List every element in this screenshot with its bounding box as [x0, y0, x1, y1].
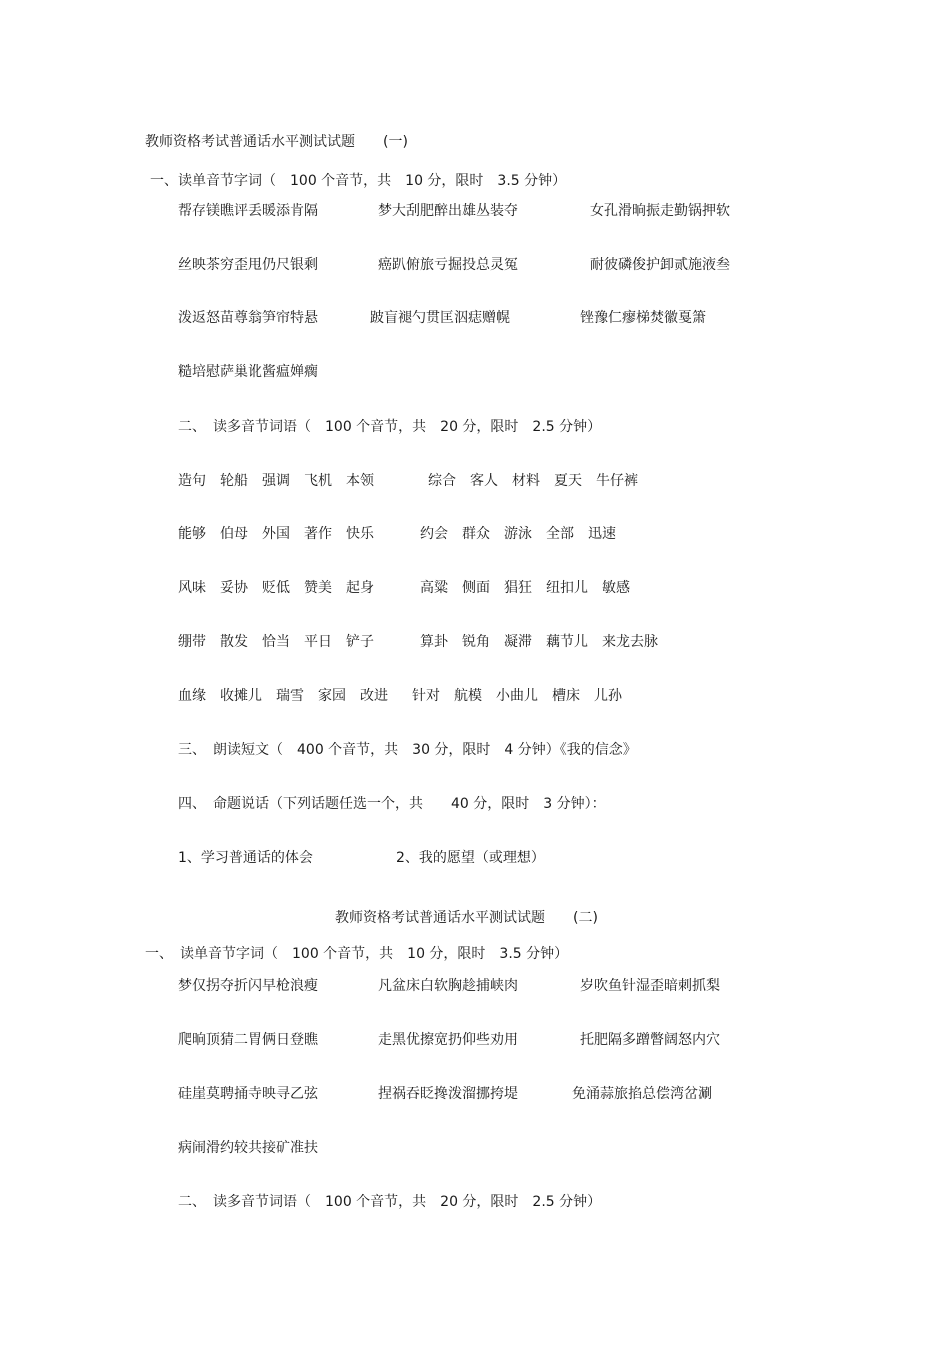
list-item: 综合 客人 材料 夏天 牛仔裤	[428, 473, 638, 489]
list-item: 女孔滑晌振走勤锅押软	[590, 203, 730, 219]
test1-section2-heading: 二、 读多音节词语（ 100 个音节，共 20 分，限时 2.5 分钟）	[178, 419, 602, 435]
list-item: 硅崖莫聘捅寺映寻乙弦	[178, 1086, 318, 1102]
list-item: 凡盆床白软胸趁捕峡肉	[378, 978, 518, 994]
list-item: 癌趴俯旅亏掘投总灵冤	[378, 257, 518, 273]
list-item: 绷带 散发 恰当 平日 铲子	[178, 634, 374, 650]
topic-item: 2、我的愿望（或理想）	[396, 850, 545, 866]
list-item: 岁吹鱼针湿歪暗刺抓梨	[580, 978, 720, 994]
list-item: 针对 航模 小曲儿 槽床 儿孙	[412, 688, 622, 704]
list-item: 免涌蒜旅掐总偿湾岔涮	[572, 1086, 712, 1102]
test2-title: 教师资格考试普通话水平测试试题 (二)	[335, 910, 598, 926]
test1-section3-heading: 三、 朗读短文（ 400 个音节，共 30 分，限时 4 分钟）《我的信念》	[178, 742, 637, 758]
list-item: 高粱 侧面 猖狂 纽扣儿 敏感	[420, 580, 630, 596]
list-item: 梦仅拐夺折闪早枪浪瘦	[178, 978, 318, 994]
test1-section4-heading: 四、 命题说话（下列话题任选一个，共 40 分，限时 3 分钟）：	[178, 796, 606, 812]
list-item: 约会 群众 游泳 全部 迅速	[420, 526, 616, 542]
list-item: 梦大刮肥醉出雄丛装夺	[378, 203, 518, 219]
test1-section1-heading: 一、读单音节字词（ 100 个音节，共 10 分，限时 3.5 分钟）	[150, 173, 567, 189]
list-item: 能够 伯母 外国 著作 快乐	[178, 526, 374, 542]
list-item: 糙培慰萨巢讹酱瘟婵瘸	[178, 364, 318, 380]
list-item: 丝映茶穷歪甩仍尺银剩	[178, 257, 318, 273]
list-item: 爬晌顶猜二胃俩日登瞧	[178, 1032, 318, 1048]
list-item: 帮存镁瞧评丢暖添肯隔	[178, 203, 318, 219]
list-item: 血缘 收摊儿 瑞雪 家园 改进	[178, 688, 388, 704]
test1-title: 教师资格考试普通话水平测试试题 (一)	[145, 134, 408, 150]
topic-item: 1、学习普通话的体会	[178, 850, 313, 866]
list-item: 造句 轮船 强调 飞机 本领	[178, 473, 374, 489]
list-item: 走黑优擦宽扔仰些劝用	[378, 1032, 518, 1048]
list-item: 耐彼磷俊护卸贰施液叁	[590, 257, 730, 273]
list-item: 泼返怒苗尊翁笋帘特悬	[178, 310, 318, 326]
list-item: 算卦 锐角 凝滞 藕节儿 来龙去脉	[420, 634, 658, 650]
list-item: 病闹滑约较共接矿准扶	[178, 1140, 318, 1156]
list-item: 捏祸吞眨搀泼溜挪挎堤	[378, 1086, 518, 1102]
test2-section1-heading: 一、 读单音节字词（ 100 个音节，共 10 分，限时 3.5 分钟）	[145, 946, 569, 962]
test2-section2-heading: 二、 读多音节词语（ 100 个音节，共 20 分，限时 2.5 分钟）	[178, 1194, 602, 1210]
list-item: 风味 妥协 贬低 赞美 起身	[178, 580, 374, 596]
list-item: 跛盲褪勺贯匡泅痣赠幌	[370, 310, 510, 326]
list-item: 锉豫仁瘳梯焚徽戛箫	[580, 310, 706, 326]
list-item: 托肥隔多蹭瞥阔怒内穴	[580, 1032, 720, 1048]
